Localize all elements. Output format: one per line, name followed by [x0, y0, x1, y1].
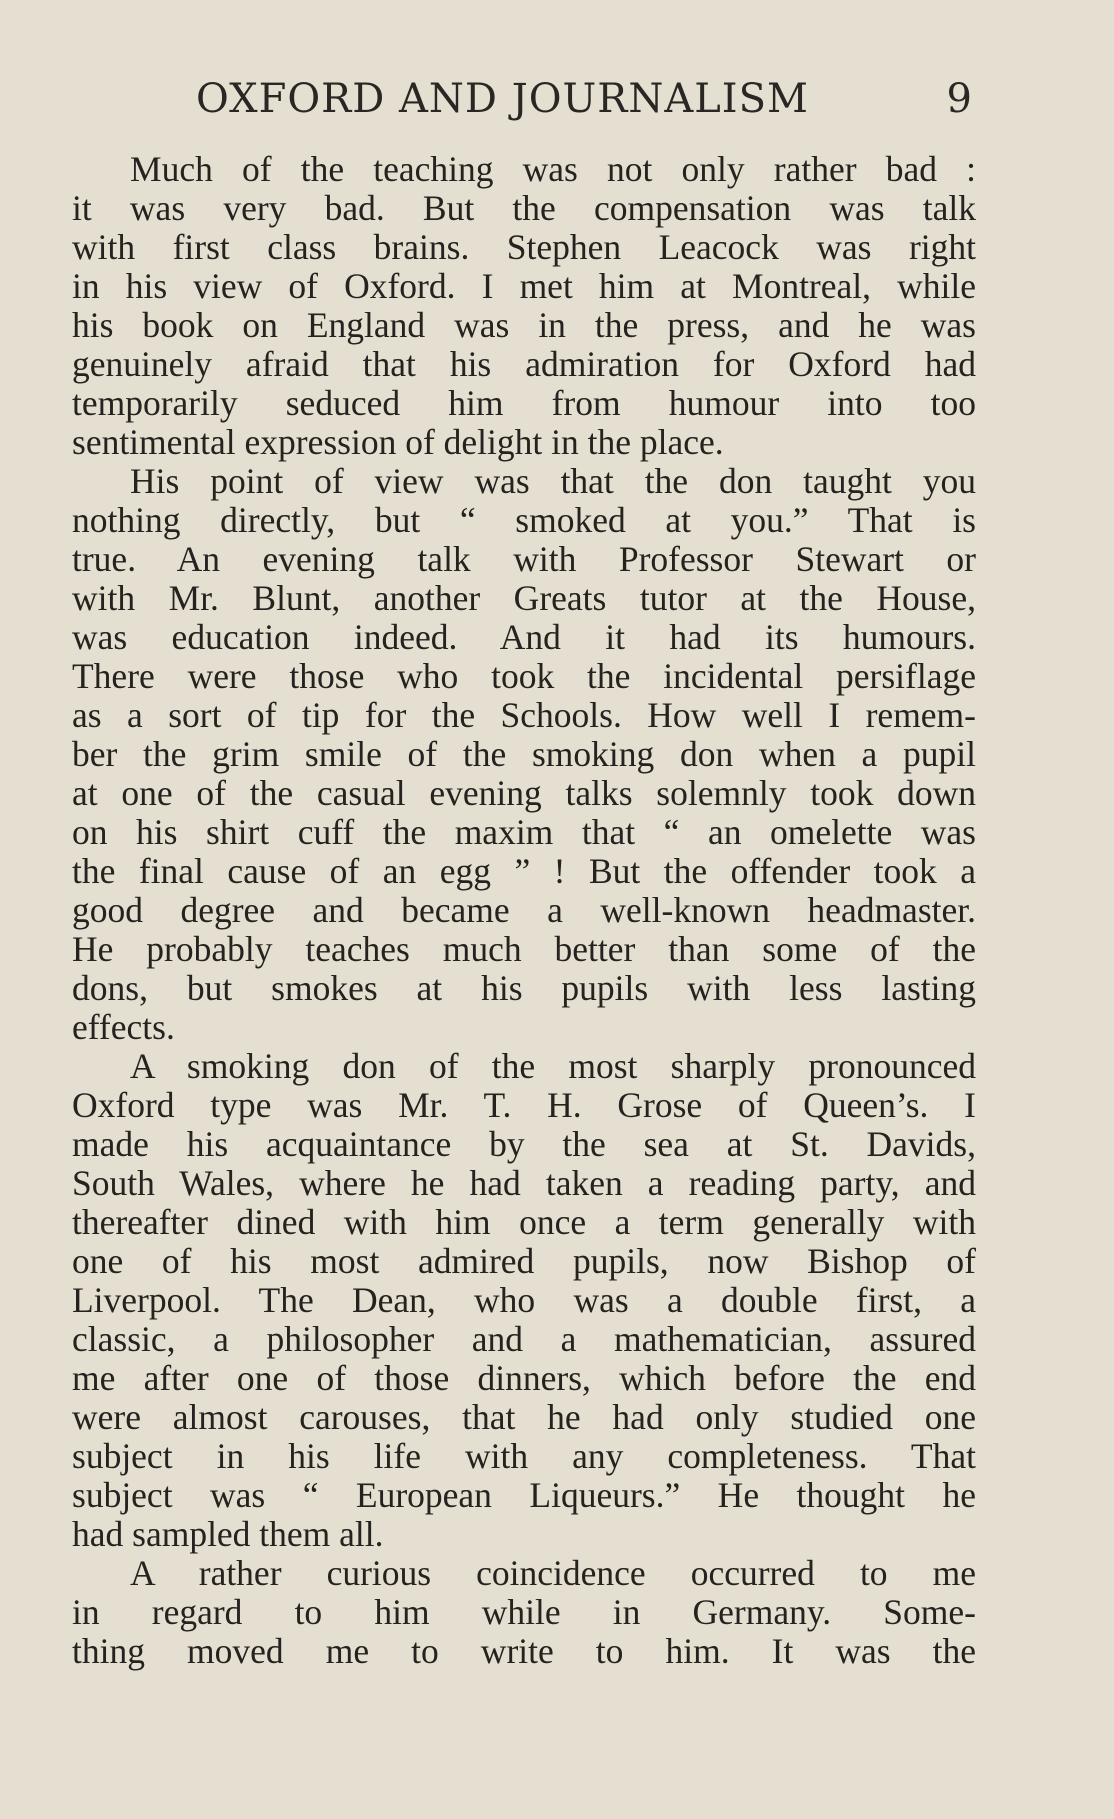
text-line: it was very bad. But the compensation was talk [72, 188, 976, 228]
text-line: classic, a philosopher and a mathematician, assured [72, 1319, 976, 1359]
text-line: thing moved me to write to him. It was the [72, 1631, 976, 1671]
text-line: with first class brains. Stephen Leacock was right [72, 227, 976, 267]
text-line: sentimental expression of delight in the place. [72, 422, 724, 462]
text-line: was education indeed. And it had its humours. [72, 617, 976, 657]
text-line: thereafter dined with him once a term generally with [72, 1202, 976, 1242]
text-line: the final cause of an egg ” ! But the offender took a [72, 851, 976, 891]
body-text [72, 150, 976, 1671]
text-line: at one of the casual evening talks solemnly took down [72, 773, 976, 813]
text-line: in regard to him while in Germany. Some- [72, 1592, 976, 1632]
page-header [72, 76, 972, 132]
text-line: effects. [72, 1007, 175, 1047]
text-line: one of his most admired pupils, now Bishop of [72, 1241, 976, 1281]
text-line: ber the grim smile of the smoking don when a pupil [72, 734, 976, 774]
text-line: were almost carouses, that he had only studied one [72, 1397, 976, 1437]
text-line: with Mr. Blunt, another Greats tutor at the House, [72, 578, 976, 618]
page-number: 9 [946, 76, 972, 122]
text-line: his book on England was in the press, and he was [72, 305, 976, 345]
text-line: as a sort of tip for the Schools. How well I remem- [72, 695, 976, 735]
text-line: on his shirt cuff the maxim that “ an omelette was [72, 812, 976, 852]
text-line: He probably teaches much better than some of the [72, 929, 976, 969]
text-line: in his view of Oxford. I met him at Montreal, while [72, 266, 976, 306]
text-line: dons, but smokes at his pupils with less lasting [72, 968, 976, 1008]
text-line: Much of the teaching was not only rather bad : [130, 149, 976, 189]
text-line: true. An evening talk with Professor Stewart or [72, 539, 976, 579]
text-line: subject was “ European Liqueurs.” He thought he [72, 1475, 976, 1515]
text-line: subject in his life with any completeness. That [72, 1436, 976, 1476]
text-line: Oxford type was Mr. T. H. Grose of Queen’s. I [72, 1085, 976, 1125]
text-line: made his acquaintance by the sea at St. Davids, [72, 1124, 976, 1164]
text-line: A rather curious coincidence occurred to me [130, 1553, 976, 1593]
text-line: nothing directly, but “ smoked at you.” That is [72, 500, 976, 540]
text-line: A smoking don of the most sharply pronounced [130, 1046, 976, 1086]
text-line: There were those who took the incidental persiflage [72, 656, 976, 696]
text-line: Liverpool. The Dean, who was a double first, a [72, 1280, 976, 1320]
running-head: OXFORD AND JOURNALISM [196, 76, 809, 122]
text-line: good degree and became a well-known headmaster. [72, 890, 976, 930]
text-line: His point of view was that the don taught you [130, 461, 976, 501]
text-line: had sampled them all. [72, 1514, 384, 1554]
text-line: temporarily seduced him from humour into too [72, 383, 976, 423]
text-line: genuinely afraid that his admiration for Oxford had [72, 344, 976, 384]
text-line: me after one of those dinners, which before the end [72, 1358, 976, 1398]
text-line: South Wales, where he had taken a reading party, and [72, 1163, 976, 1203]
